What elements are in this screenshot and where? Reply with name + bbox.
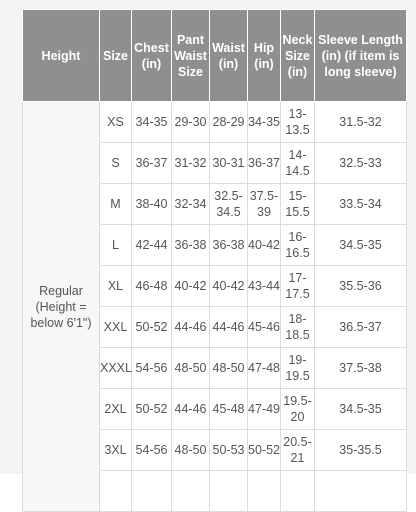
hip-cell: 47-49 — [248, 389, 281, 430]
sleeve-cell: 35.5-36 — [315, 266, 407, 307]
empty-cell — [281, 471, 315, 512]
header-hip: Hip (in) — [248, 10, 281, 102]
neck-cell: 18-18.5 — [281, 307, 315, 348]
size-cell: XS — [100, 102, 132, 143]
chest-cell: 46-48 — [132, 266, 172, 307]
size-cell: 2XL — [100, 389, 132, 430]
neck-cell: 16-16.5 — [281, 225, 315, 266]
hip-cell: 45-46 — [248, 307, 281, 348]
height-group-cell: Regular (Height = below 6'1") — [23, 102, 100, 512]
pant-waist-cell: 48-50 — [172, 348, 210, 389]
header-height: Height — [23, 10, 100, 102]
header-chest: Chest (in) — [132, 10, 172, 102]
pant-waist-cell: 44-46 — [172, 307, 210, 348]
header-size: Size — [100, 10, 132, 102]
size-rows — [23, 102, 407, 512]
pant-waist-cell: 40-42 — [172, 266, 210, 307]
waist-cell: 32.5-34.5 — [210, 184, 248, 225]
sleeve-cell: 34.5-35 — [315, 389, 407, 430]
header-pant-waist: Pant Waist Size — [172, 10, 210, 102]
hip-cell: 40-42 — [248, 225, 281, 266]
waist-cell: 50-53 — [210, 430, 248, 471]
pant-waist-cell: 44-46 — [172, 389, 210, 430]
hip-cell: 34-35 — [248, 102, 281, 143]
hip-cell: 37.5-39 — [248, 184, 281, 225]
size-cell: L — [100, 225, 132, 266]
hip-cell: 43-44 — [248, 266, 281, 307]
chest-cell: 50-52 — [132, 307, 172, 348]
waist-cell: 40-42 — [210, 266, 248, 307]
header-sleeve: Sleeve Length (in) (if item is long sleeve) — [315, 10, 407, 102]
pant-waist-cell: 36-38 — [172, 225, 210, 266]
waist-cell: 36-38 — [210, 225, 248, 266]
chest-cell: 38-40 — [132, 184, 172, 225]
waist-cell: 45-48 — [210, 389, 248, 430]
pant-waist-cell: 32-34 — [172, 184, 210, 225]
waist-cell: 30-31 — [210, 143, 248, 184]
neck-cell: 19-19.5 — [281, 348, 315, 389]
empty-cell — [172, 471, 210, 512]
chest-cell: 50-52 — [132, 389, 172, 430]
chest-cell: 54-56 — [132, 430, 172, 471]
empty-cell — [210, 471, 248, 512]
waist-cell: 28-29 — [210, 102, 248, 143]
chest-cell: 36-37 — [132, 143, 172, 184]
neck-cell: 15-15.5 — [281, 184, 315, 225]
sleeve-cell: 37.5-38 — [315, 348, 407, 389]
sleeve-cell: 32.5-33 — [315, 143, 407, 184]
hip-cell: 47-48 — [248, 348, 281, 389]
size-cell: XXXL — [100, 348, 132, 389]
chest-cell: 54-56 — [132, 348, 172, 389]
neck-cell: 13-13.5 — [281, 102, 315, 143]
size-cell: S — [100, 143, 132, 184]
sleeve-cell: 34.5-35 — [315, 225, 407, 266]
neck-cell: 14-14.5 — [281, 143, 315, 184]
sleeve-cell: 36.5-37 — [315, 307, 407, 348]
empty-cell — [315, 471, 407, 512]
header-waist: Waist (in) — [210, 10, 248, 102]
size-chart-table — [22, 9, 407, 512]
sleeve-cell: 33.5-34 — [315, 184, 407, 225]
header-neck: Neck Size (in) — [281, 10, 315, 102]
waist-cell: 44-46 — [210, 307, 248, 348]
neck-cell: 20.5-21 — [281, 430, 315, 471]
sleeve-cell: 31.5-32 — [315, 102, 407, 143]
neck-cell: 17-17.5 — [281, 266, 315, 307]
header-row — [23, 10, 407, 102]
size-cell: 3XL — [100, 430, 132, 471]
hip-cell: 50-52 — [248, 430, 281, 471]
chest-cell: 42-44 — [132, 225, 172, 266]
table-row — [23, 102, 407, 143]
size-cell: XL — [100, 266, 132, 307]
waist-cell: 48-50 — [210, 348, 248, 389]
hip-cell: 36-37 — [248, 143, 281, 184]
size-cell: M — [100, 184, 132, 225]
empty-cell — [100, 471, 132, 512]
empty-cell — [248, 471, 281, 512]
sleeve-cell: 35-35.5 — [315, 430, 407, 471]
size-cell: XXL — [100, 307, 132, 348]
pant-waist-cell: 29-30 — [172, 102, 210, 143]
pant-waist-cell: 48-50 — [172, 430, 210, 471]
pant-waist-cell: 31-32 — [172, 143, 210, 184]
chest-cell: 34-35 — [132, 102, 172, 143]
neck-cell: 19.5-20 — [281, 389, 315, 430]
empty-cell — [132, 471, 172, 512]
